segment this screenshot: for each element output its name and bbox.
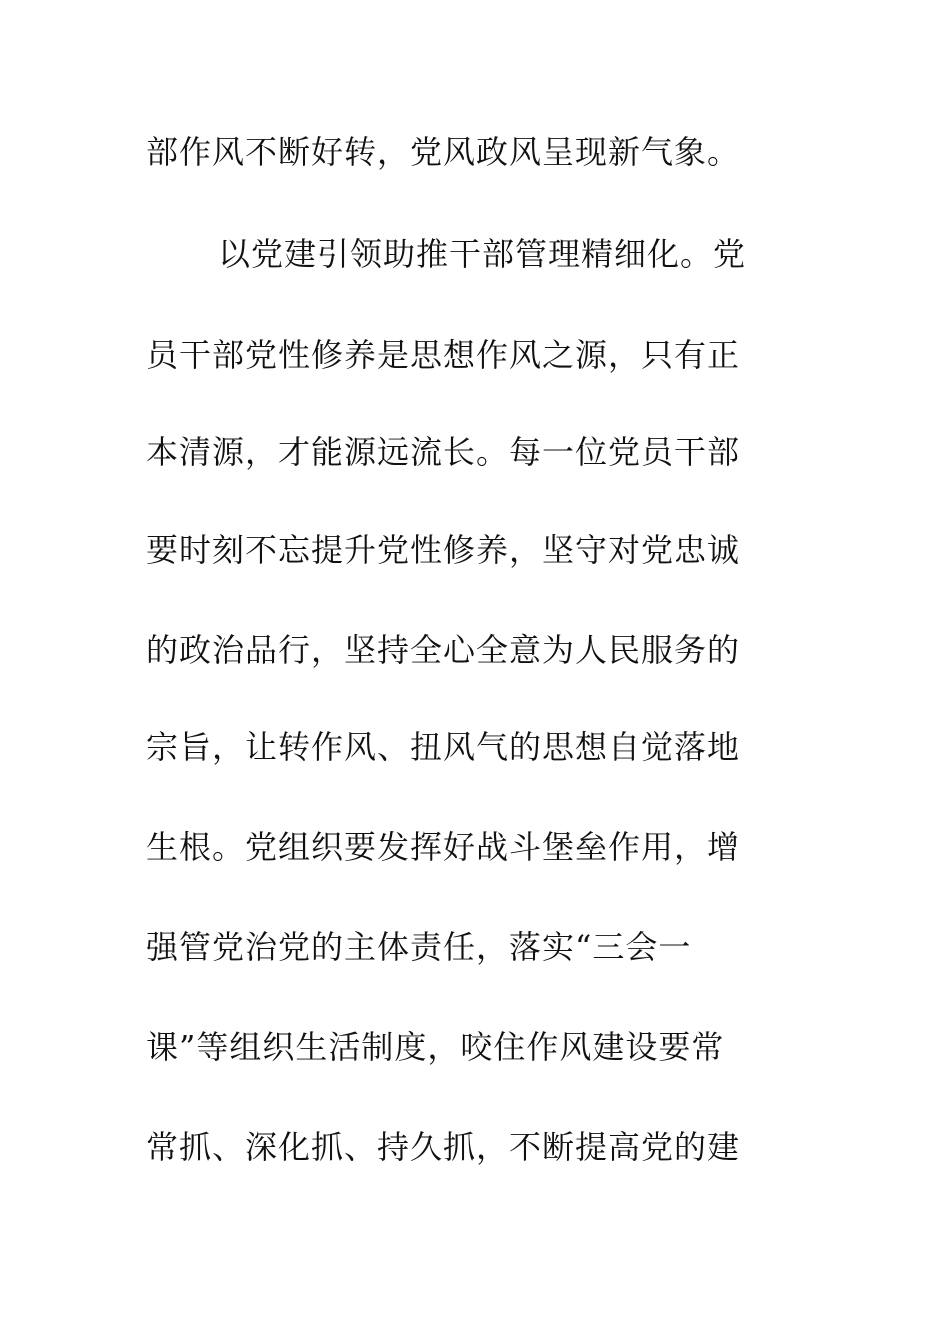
text-line-6: 的政治品行，坚持全心全意为人民服务的 bbox=[146, 631, 741, 669]
text-line-11: 常抓、深化抓、持久抓，不断提高党的建 bbox=[146, 1128, 741, 1166]
text-line-4: 本清源，才能源远流长。每一位党员干部 bbox=[146, 433, 741, 471]
text-line-8: 生根。党组织要发挥好战斗堡垒作用，增 bbox=[146, 828, 741, 866]
text-line-10: 课”等组织生活制度，咬住作风建设要常 bbox=[146, 1028, 725, 1066]
text-line-7: 宗旨，让转作风、扭风气的思想自觉落地 bbox=[146, 728, 741, 766]
text-line-5: 要时刻不忘提升党性修养，坚守对党忠诚 bbox=[146, 531, 741, 569]
text-line-9: 强管党治党的主体责任，落实“三会一 bbox=[146, 928, 692, 966]
text-line-1: 部作风不断好转，党风政风呈现新气象。 bbox=[146, 133, 741, 171]
paragraph-start-line: 以党建引领助推干部管理精细化。党 bbox=[218, 235, 747, 273]
text-line-3: 员干部党性修养是思想作风之源，只有正 bbox=[146, 336, 741, 374]
